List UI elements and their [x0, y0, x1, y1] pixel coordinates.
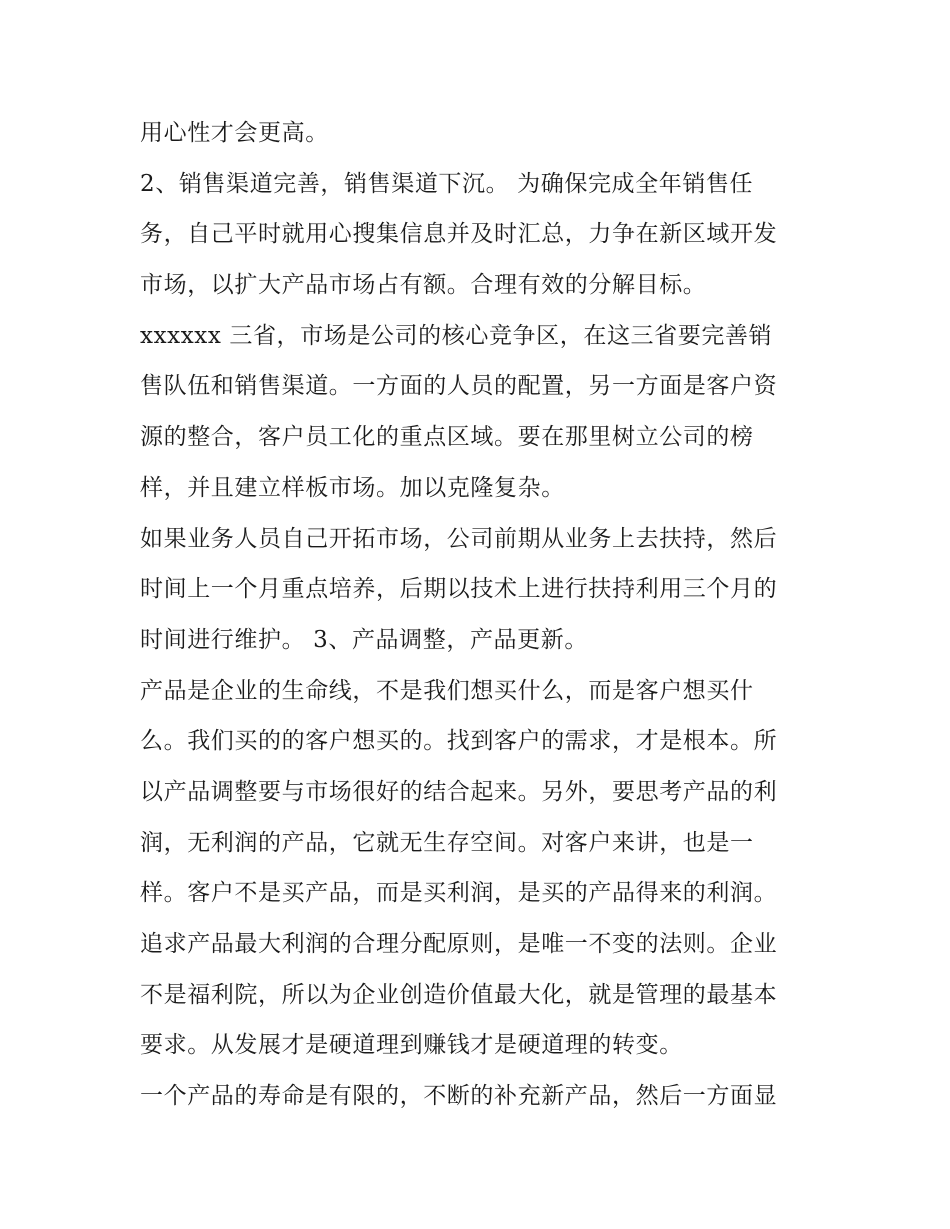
- text-line: 样，并且建立样板市场。加以克隆复杂。: [140, 474, 565, 501]
- text-line: 么。我们买的的客户想买的。找到客户的需求，才是根本。所: [140, 728, 778, 755]
- text-line: 如果业务人员自己开拓市场，公司前期从业务上去扶持，然后: [140, 525, 778, 552]
- text-line: 要求。从发展才是硬道理到赚钱才是硬道理的转变。: [140, 1032, 683, 1059]
- text-line: 售队伍和销售渠道。一方面的人员的配置，另一方面是客户资: [140, 373, 778, 400]
- text-line: 时间上一个月重点培养，后期以技术上进行扶持利用三个月的: [140, 576, 778, 603]
- text-line: 以产品调整要与市场很好的结合起来。另外，要思考产品的利: [140, 778, 778, 805]
- text-line: 不是福利院，所以为企业创造价值最大化，就是管理的最基本: [140, 981, 778, 1008]
- text-line: 一个产品的寿命是有限的，不断的补充新产品，然后一方面显: [140, 1083, 778, 1110]
- text-line: 追求产品最大利润的合理分配原则，是唯一不变的法则。企业: [140, 931, 778, 957]
- text-line: 市场，以扩大产品市场占有额。合理有效的分解目标。: [140, 272, 707, 299]
- text-line: 润，无利润的产品，它就无生存空间。对客户来讲，也是一: [140, 829, 754, 856]
- text-line: 用心性才会更高。: [140, 120, 329, 146]
- text-line: xxxxxx 三省，市场是公司的核心竞争区，在这三省要完善销: [140, 322, 773, 349]
- text-line: 源的整合，客户员工化的重点区域。要在那里树立公司的榜: [140, 424, 754, 451]
- text-line: 样。客户不是买产品，而是买利润，是买的产品得来的利润。: [140, 880, 778, 907]
- body-text: [140, 108, 820, 1122]
- text-line: 2、销售渠道完善，销售渠道下沉。 为确保完成全年销售任: [140, 170, 754, 197]
- text-line: 务，自己平时就用心搜集信息并及时汇总，力争在新区域开发: [140, 221, 778, 248]
- text-line: 时间进行维护。 3、产品调整，产品更新。: [140, 626, 588, 653]
- text-line: 产品是企业的生命线，不是我们想买什么，而是客户想买什: [140, 677, 754, 704]
